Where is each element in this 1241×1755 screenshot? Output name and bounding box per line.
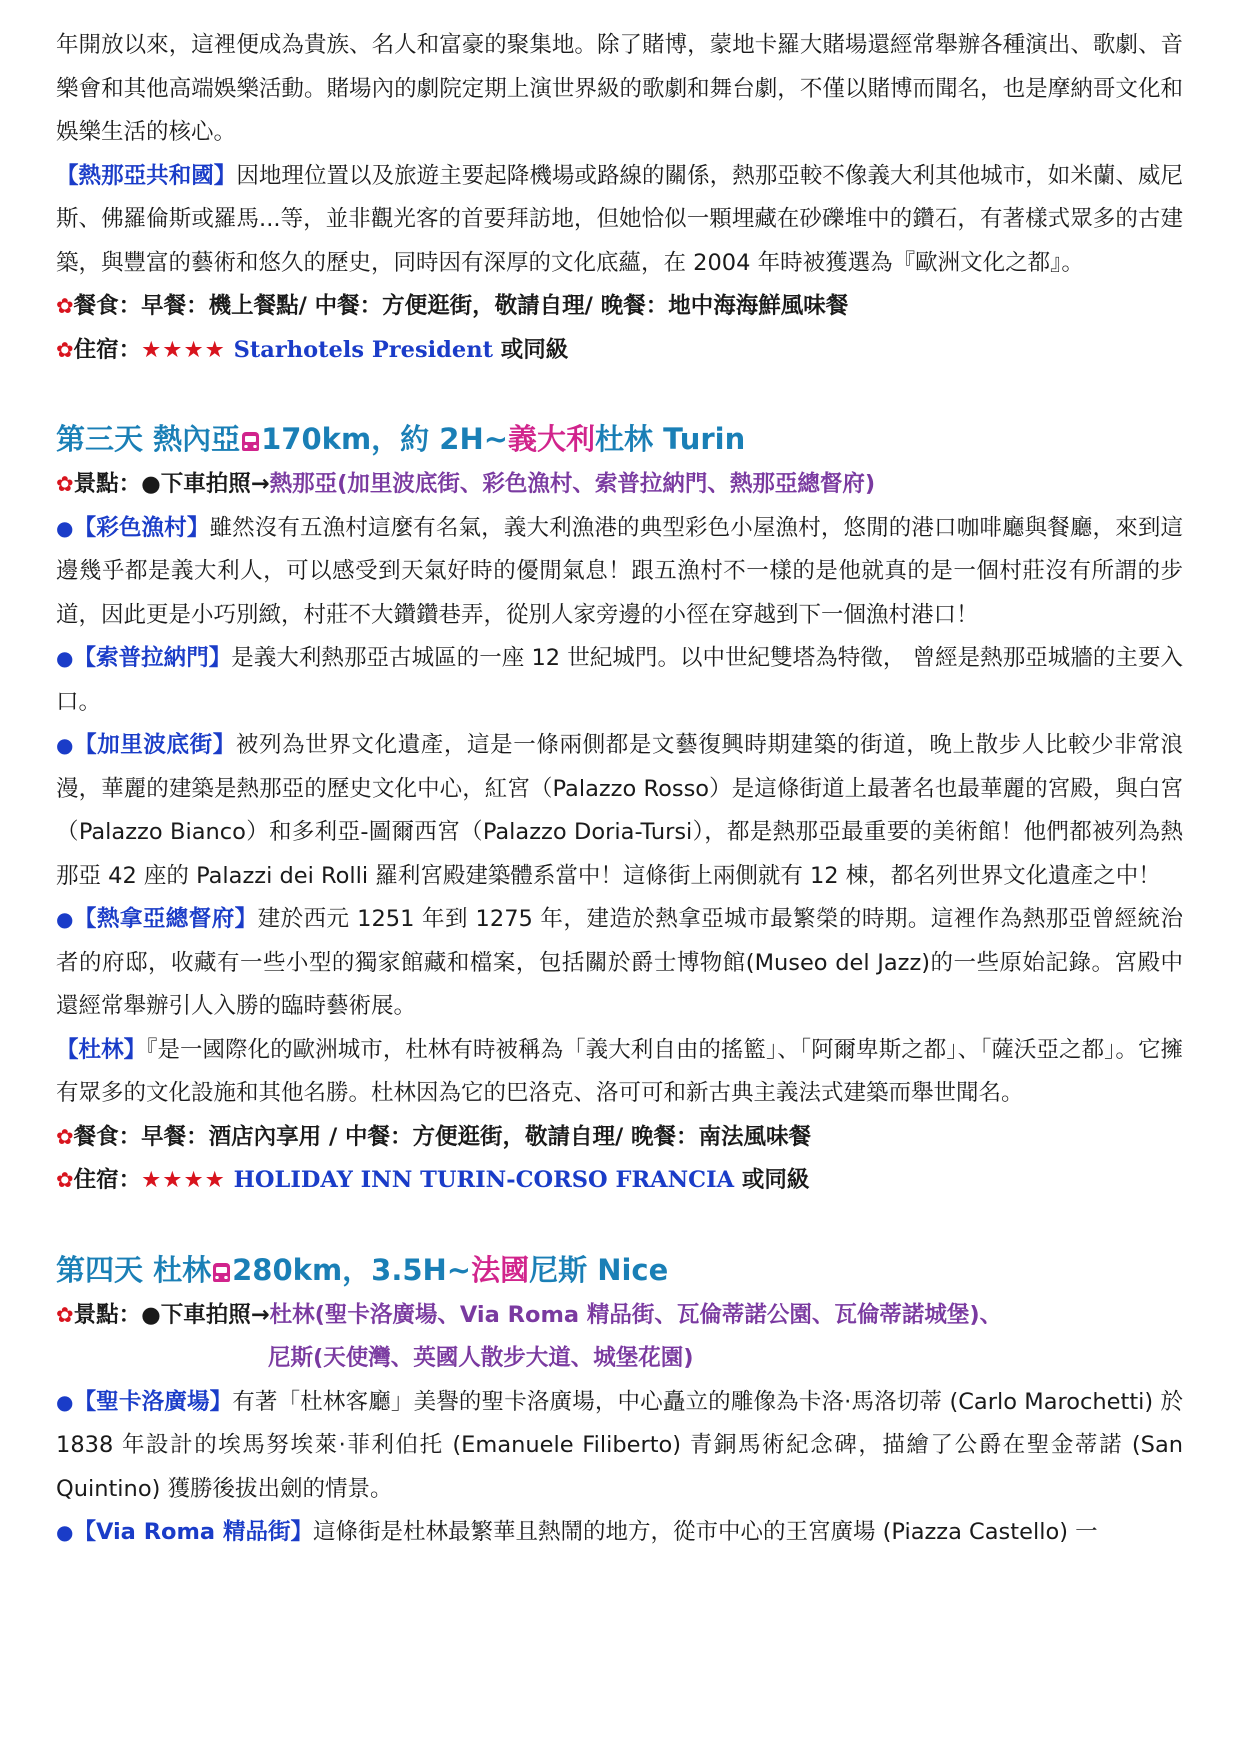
- flower-icon: ✿: [56, 1124, 74, 1149]
- intro-paragraph: 年開放以來，這裡便成為貴族、名人和富豪的聚集地。除了賭博，蒙地卡羅大賭場還經常舉辦各種演出、歌劇、音樂會和其他高端娛樂活動。賭場內的劇院定期上演世界級的歌劇和舞台劇，不僅以賭博而聞名，也是摩納哥文化和娛樂生活的核心。: [56, 32, 1183, 145]
- bus-icon: [242, 432, 259, 451]
- day3-item: ●【索普拉納門】是義大利熱那亞古城區的一座 12 世紀城門。以中世紀雙塔為特徵， 曾經是熱那亞城牆的主要入口。: [56, 645, 1183, 715]
- day3-heading: 第三天 熱內亞 170km，約 2H~義大利杜林 Turin: [56, 422, 746, 456]
- star-rating: ★★★★: [141, 336, 226, 363]
- bus-icon: [213, 1263, 230, 1282]
- day3-item: ●【彩色漁村】雖然沒有五漁村這麼有名氣，義大利漁港的典型彩色小屋漁村，悠閒的港口咖啡廳與餐廳，來到這邊幾乎都是義大利人，可以感受到天氣好時的優閒氣息！跟五漁村不一樣的是他就真的是一個村莊沒有所謂的步道，因此更是小巧別緻，村莊不大鑽鑽巷弄，從別人家旁邊的小徑在穿越到下一個漁村港口！: [56, 514, 1183, 628]
- genoa-title: 【熱那亞共和國】: [56, 162, 237, 189]
- day3-item: ●【加里波底街】被列為世界文化遺產，這是一條兩側都是文藝復興時期建築的街道，晚上散步人比較少非常浪漫，華麗的建築是熱那亞的歷史文化中心，紅宮（Palazzo Rosso）是這條街道上最著名也最華麗的宮殿，與白宮（Palazzo Bianco）和多利亞-圖爾西宮（Palazzo Doria-Tursi），都是熱那亞最重要的美術館！他們都被列為熱那亞 42 座的 Palazzi dei Rolli 羅利宮殿建築體系當中！這條街上兩側就有 12 棟，都名列世界文化遺產之中！: [56, 732, 1183, 889]
- day3-meals: ✿餐食：早餐：酒店內享用 / 中餐：方便逛街，敬請自理/ 晚餐：南法風味餐: [56, 1123, 812, 1150]
- day3-hotel: ✿住宿：★★★★ HOLIDAY INN TURIN-CORSO FRANCIA 或同級: [56, 1167, 810, 1193]
- flower-icon: ✿: [56, 472, 74, 496]
- turin-paragraph: 【杜林】『是一國際化的歐洲城市，杜林有時被稱為「義大利自由的搖籃」、「阿爾卑斯之都」、「薩沃亞之都」。它擁有眾多的文化設施和其他名勝。杜林因為它的巴洛克、洛可可和新古典主義法式建築而舉世聞名。: [56, 1036, 1183, 1106]
- bullet-icon: ●: [56, 515, 74, 540]
- hotel-name: Starhotels President: [233, 336, 493, 363]
- day4-heading: 第四天 杜林 280km，3.5H~法國尼斯 Nice: [56, 1252, 669, 1287]
- genoa-text: 因地理位置以及旅遊主要起降機場或路線的關係，熱那亞較不像義大利其他城市，如米蘭、威尼斯、佛羅倫斯或羅馬...等，並非觀光客的首要拜訪地，但她恰似一顆埋藏在砂礫堆中的鑽石，有著樣式眾多的古建築，與豐富的藝術和悠久的歷史，同時因有深厚的文化底蘊，在 2004 年時被獲選為『歐洲文化之都』。: [56, 162, 1183, 276]
- hotel-name: HOLIDAY INN TURIN-CORSO FRANCIA: [233, 1167, 735, 1193]
- day4-item: ●【聖卡洛廣場】有著「杜林客廳」美譽的聖卡洛廣場，中心矗立的雕像為卡洛·馬洛切蒂 (Carlo Marochetti) 於 1838 年設計的埃馬努埃萊·菲利伯托 (Emanuele Filiberto) 青銅馬術紀念碑，描繪了公爵在聖金蒂諾 (San Quintino) 獲勝後拔出劍的情景。: [56, 1388, 1183, 1502]
- day2-hotel: ✿住宿：★★★★ Starhotels President 或同級: [56, 336, 569, 363]
- day4-spots: ✿景點：●下車拍照→杜林(聖卡洛廣場、Via Roma 精品街、瓦倫蒂諾公園、瓦倫蒂諾城堡)、: [56, 1301, 1003, 1328]
- day2-meals: ✿餐食：早餐：機上餐點/ 中餐：方便逛街，敬請自理/ 晚餐：地中海海鮮風味餐: [56, 293, 849, 319]
- flower-icon: ✿: [56, 294, 74, 318]
- day3-spots: ✿景點：●下車拍照→熱那亞(加里波底街、彩色漁村、索普拉納門、熱那亞總督府): [56, 471, 876, 497]
- flower-icon: ✿: [56, 337, 74, 362]
- day3-item: ●【熱拿亞總督府】建於西元 1251 年到 1275 年，建造於熱拿亞城市最繁榮的時期。這裡作為熱那亞曾經統治者的府邸，收藏有一些小型的獨家館藏和檔案，包括關於爵士博物館(Museo del Jazz)的一些原始記錄。宮殿中還經常舉辦引人入勝的臨時藝術展。: [56, 906, 1183, 1019]
- star-rating: ★★★★: [141, 1167, 226, 1193]
- flower-icon: ✿: [56, 1302, 74, 1327]
- bullet-icon: ●: [56, 646, 74, 670]
- bullet-icon: ●: [56, 1520, 74, 1544]
- flower-icon: ✿: [56, 1168, 74, 1192]
- bullet-icon: ●: [56, 1389, 74, 1414]
- bullet-icon: ●: [56, 733, 75, 757]
- itinerary-content: [56, 24, 1183, 1555]
- day4-spots-cont: 尼斯(天使灣、英國人散步大道、城堡花園): [268, 1345, 694, 1371]
- bullet-icon: ●: [56, 907, 74, 931]
- day4-item: ●【Via Roma 精品街】這條街是杜林最繁華且熱鬧的地方，從市中心的王宮廣場 (Piazza Castello) 一: [56, 1519, 1098, 1545]
- genoa-paragraph: [56, 155, 1183, 286]
